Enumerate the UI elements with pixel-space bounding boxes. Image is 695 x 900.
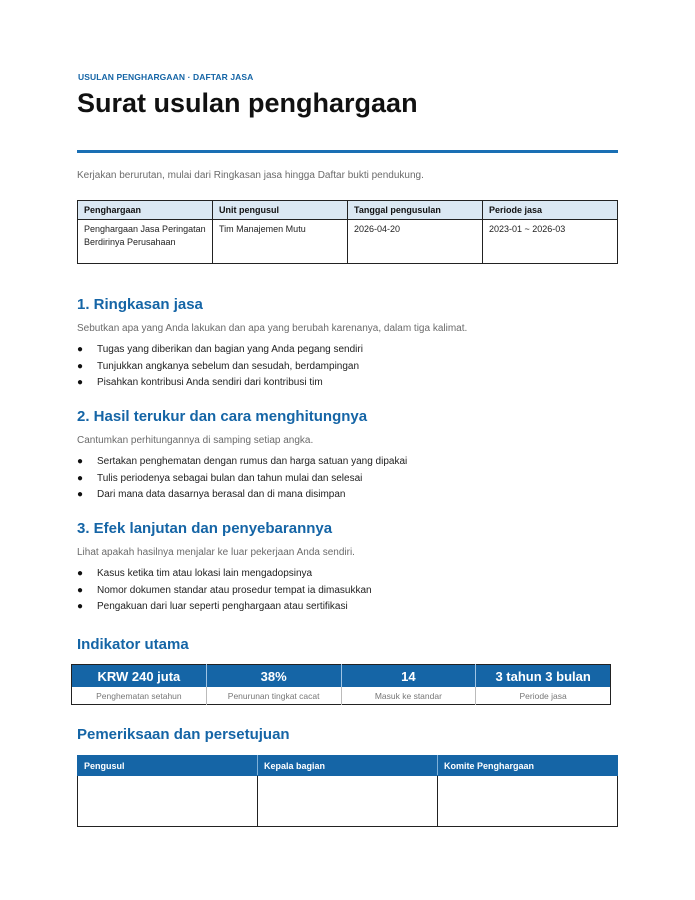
meta-cell-date: 2026-04-20 xyxy=(348,220,483,264)
bullet-icon: ● xyxy=(77,472,84,484)
section-results xyxy=(77,408,618,505)
list-item xyxy=(77,567,618,584)
section-impact xyxy=(77,520,618,617)
list-item-text: Pengakuan dari luar seperti penghargaan atau sertifikasi xyxy=(97,601,348,612)
section-lead: Cantumkan perhitungannya di samping setiap angka. xyxy=(77,435,314,446)
list-item-text: Tulis periodenya sebagai bulan dan tahun mulai dan selesai xyxy=(97,472,363,484)
list-item xyxy=(77,360,618,377)
approval-signature-row xyxy=(78,776,618,827)
table-row xyxy=(78,220,618,264)
kpi-value: 3 tahun 3 bulan xyxy=(476,665,611,688)
section-lead: Lihat apakah hasilnya menjalar ke luar pekerjaan Anda sendiri. xyxy=(77,547,355,558)
list-item-text: Sertakan penghematan dengan rumus dan harga satuan yang dipakai xyxy=(97,456,408,467)
meta-header-period: Periode jasa xyxy=(483,201,618,220)
kpi-heading: Indikator utama xyxy=(77,636,189,653)
bullet-icon: ● xyxy=(77,584,84,596)
list-item xyxy=(77,343,618,360)
bullet-icon: ● xyxy=(77,489,84,500)
approval-header-proposer: Pengusul xyxy=(78,756,258,776)
meta-table xyxy=(77,200,618,264)
bullet-list xyxy=(77,455,618,505)
kpi-value: 14 xyxy=(341,665,476,688)
list-item-text: Tugas yang diberikan dan bagian yang Anda pegang sendiri xyxy=(97,344,363,355)
meta-cell-award: Penghargaan Jasa Peringatan Berdirinya Perusahaan xyxy=(78,220,213,264)
approval-header-committee: Komite Penghargaan xyxy=(438,756,618,776)
kpi-label: Masuk ke standar xyxy=(341,687,476,705)
list-item xyxy=(77,472,618,489)
list-item-text: Kasus ketika tim atau lokasi lain mengadopsinya xyxy=(97,568,313,579)
section-heading: 1. Ringkasan jasa xyxy=(77,296,203,313)
kpi-value: KRW 240 juta xyxy=(72,665,207,688)
title-divider xyxy=(77,150,618,153)
list-item xyxy=(77,488,618,505)
list-item xyxy=(77,376,618,393)
meta-header-award: Penghargaan xyxy=(78,201,213,220)
page-title: Surat usulan penghargaan xyxy=(77,88,418,118)
intro-text: Kerjakan berurutan, mulai dari Ringkasan jasa hingga Daftar bukti pendukung. xyxy=(77,170,424,181)
list-item-text: Dari mana data dasarnya berasal dan di mana disimpan xyxy=(97,489,346,500)
meta-header-date: Tanggal pengusulan xyxy=(348,201,483,220)
bullet-list xyxy=(77,343,618,393)
list-item xyxy=(77,600,618,617)
list-item-text: Nomor dokumen standar atau prosedur tempat ia dimasukkan xyxy=(97,584,372,596)
kpi-table xyxy=(71,664,611,705)
kpi-label-row xyxy=(72,687,611,705)
approval-header-head: Kepala bagian xyxy=(258,756,438,776)
meta-table-header-row xyxy=(78,201,618,220)
bullet-icon: ● xyxy=(77,377,84,388)
meta-header-unit: Unit pengusul xyxy=(213,201,348,220)
kpi-label: Periode jasa xyxy=(476,687,611,705)
list-item xyxy=(77,584,618,601)
kpi-value-row xyxy=(72,665,611,688)
meta-cell-unit: Tim Manajemen Mutu xyxy=(213,220,348,264)
section-summary xyxy=(77,296,618,393)
bullet-icon: ● xyxy=(77,456,84,467)
approval-heading: Pemeriksaan dan persetujuan xyxy=(77,726,290,743)
bullet-icon: ● xyxy=(77,344,84,355)
document-kicker: USULAN PENGHARGAAN · DAFTAR JASA xyxy=(78,72,254,82)
bullet-list xyxy=(77,567,618,617)
approval-table xyxy=(77,755,618,827)
list-item xyxy=(77,455,618,472)
kpi-value: 38% xyxy=(206,665,341,688)
signature-box-proposer[interactable] xyxy=(78,776,258,827)
list-item-text: Pisahkan kontribusi Anda sendiri dari kontribusi tim xyxy=(97,377,323,388)
bullet-icon: ● xyxy=(77,360,84,372)
kpi-label: Penghematan setahun xyxy=(72,687,207,705)
meta-cell-period: 2023-01 ~ 2026-03 xyxy=(483,220,618,264)
section-lead: Sebutkan apa yang Anda lakukan dan apa yang berubah karenanya, dalam tiga kalimat. xyxy=(77,323,468,334)
signature-box-committee[interactable] xyxy=(438,776,618,827)
approval-header-row xyxy=(78,756,618,776)
bullet-icon: ● xyxy=(77,568,84,579)
signature-box-head[interactable] xyxy=(258,776,438,827)
section-heading: 3. Efek lanjutan dan penyebarannya xyxy=(77,520,333,537)
bullet-icon: ● xyxy=(77,601,84,612)
list-item-text: Tunjukkan angkanya sebelum dan sesudah, berdampingan xyxy=(97,360,360,372)
section-heading: 2. Hasil terukur dan cara menghitungnya xyxy=(77,408,368,425)
kpi-label: Penurunan tingkat cacat xyxy=(206,687,341,705)
